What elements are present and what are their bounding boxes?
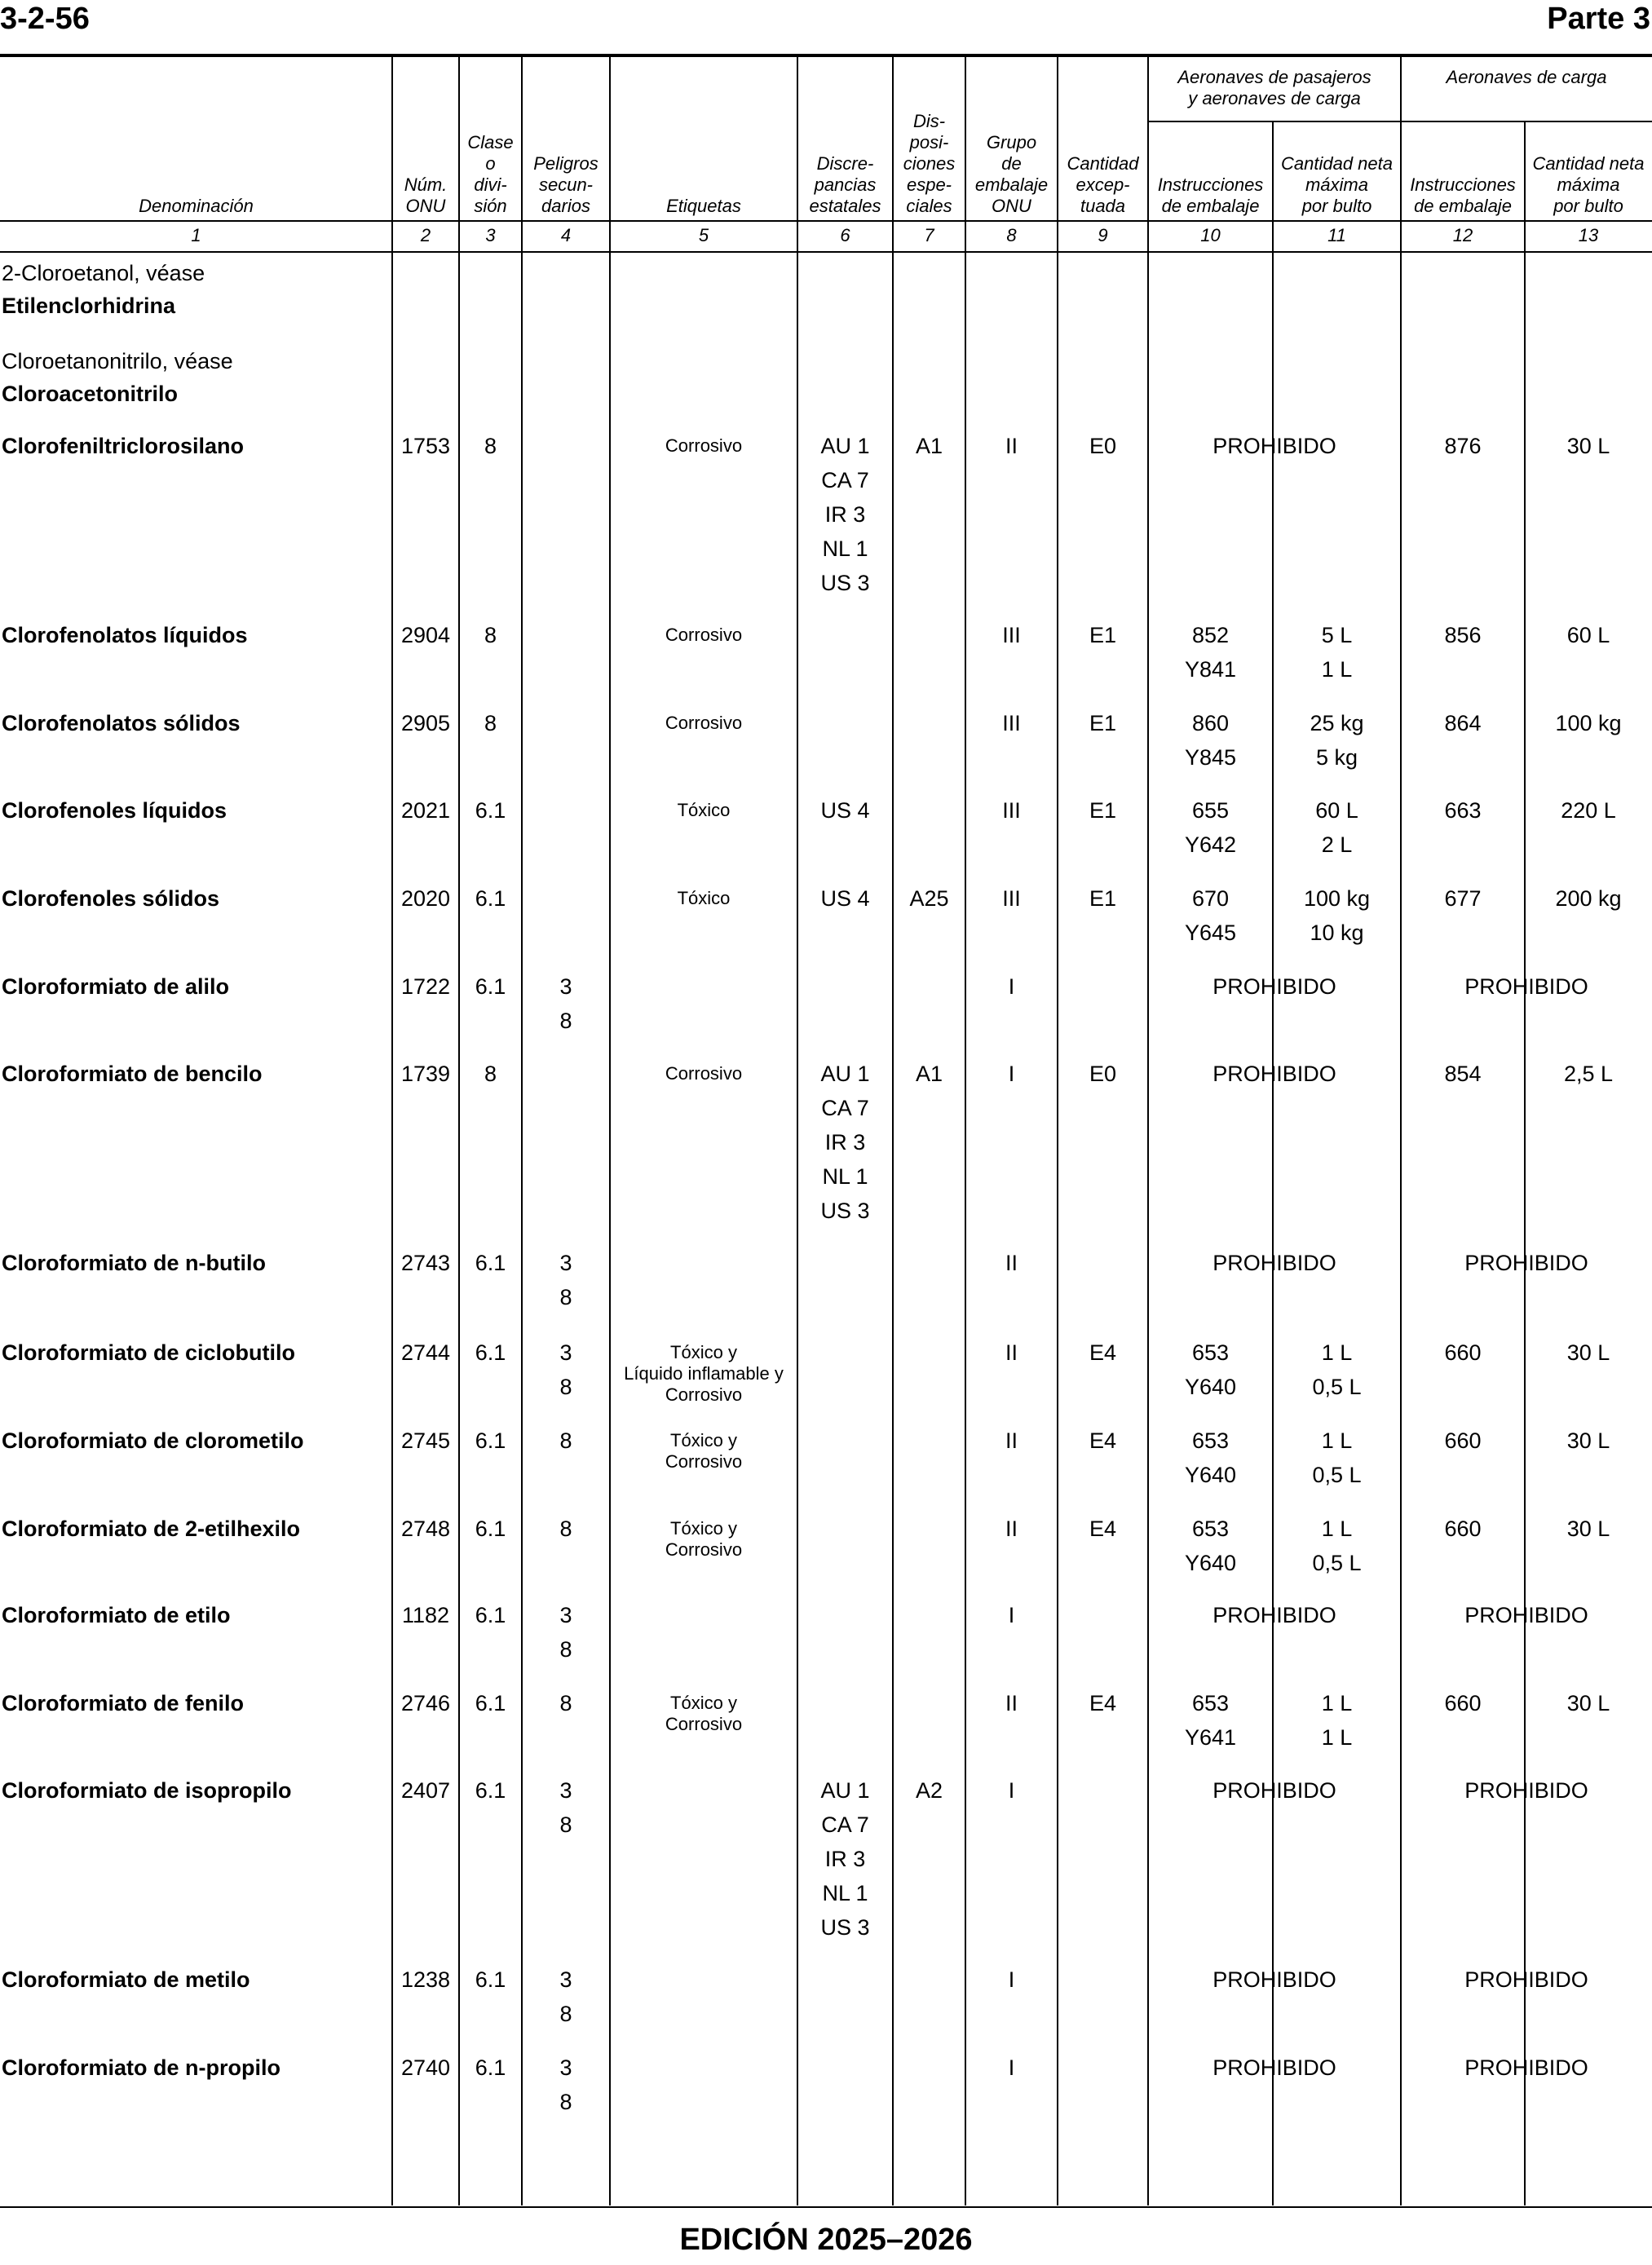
cao-max-net-qty: 30 L: [1566, 1517, 1610, 1541]
cao-packing-instruction: 876: [1444, 434, 1482, 458]
un-number: 1722: [400, 974, 451, 999]
pax-max-net-qty: 100 kg 10 kg: [1303, 886, 1371, 945]
class-division: 6.1: [475, 1691, 506, 1715]
dangerous-goods-table: [0, 57, 1652, 2205]
pax-prohibited: PROHIBIDO: [1212, 1062, 1336, 1086]
column-header-labels: Etiquetas: [666, 196, 741, 216]
class-division: 6.1: [475, 1778, 506, 1803]
pax-packing-instruction: 670 Y645: [1184, 886, 1237, 945]
class-division: 6.1: [475, 798, 506, 823]
cao-max-net-qty: 220 L: [1561, 798, 1616, 823]
substance-name: Cloroformiato de clorometilo: [2, 1428, 304, 1453]
pax-packing-instruction: 852 Y841: [1184, 623, 1237, 682]
hazard-label: Tóxico y Corrosivo: [665, 1430, 743, 1472]
group-header-cargo: Aeronaves de carga: [1446, 67, 1607, 87]
column-rule: [965, 57, 966, 2205]
pax-packing-instruction: 653 Y641: [1184, 1691, 1237, 1750]
special-provision: A1: [915, 1062, 943, 1086]
column-rule: [1147, 57, 1149, 2205]
column-header-state-variations: Discre- pancias estatales: [809, 153, 881, 216]
header-bottom-rule: [0, 220, 1652, 222]
un-number: 2740: [400, 2055, 451, 2080]
state-variation: AU 1 CA 7 IR 3 NL 1 US 3: [820, 434, 870, 595]
cao-packing-instruction: 663: [1444, 798, 1482, 823]
column-number: 11: [1327, 225, 1346, 245]
hazard-label: Tóxico y Corrosivo: [665, 1693, 743, 1734]
column-header-un-number: Núm. ONU: [404, 174, 448, 216]
substance-name: Cloroformiato de alilo: [2, 974, 230, 999]
cao-packing-instruction: 856: [1444, 623, 1482, 647]
substance-name: Cloroformiato de fenilo: [2, 1691, 244, 1715]
column-header-packing-group: Grupo de embalaje ONU: [974, 132, 1049, 216]
state-variation: US 4: [820, 798, 870, 823]
column-header-excepted-quantity: Cantidad excep- tuada: [1067, 153, 1139, 216]
cao-packing-instruction: 660: [1444, 1340, 1482, 1365]
substance-name: Clorofeniltriclorosilano: [2, 434, 245, 458]
subsidiary-hazard: 3 8: [559, 1603, 572, 1662]
cao-packing-instruction: 854: [1444, 1062, 1482, 1086]
substance-name: Cloroformiato de metilo: [2, 1967, 250, 1992]
subsidiary-hazard: 3 8: [559, 1967, 572, 2026]
state-variation: AU 1 CA 7 IR 3 NL 1 US 3: [820, 1778, 870, 1940]
un-number: 2021: [400, 798, 451, 823]
packing-group: I: [1008, 1967, 1015, 1992]
substance-name: Cloroformiato de 2-etilhexilo: [2, 1517, 301, 1541]
un-number: 2904: [400, 623, 451, 647]
column-number: 7: [924, 225, 934, 245]
page-footer: [0, 2206, 1652, 2265]
cao-prohibited: PROHIBIDO: [1464, 974, 1588, 999]
class-division: 6.1: [475, 1517, 506, 1541]
pax-packing-instruction: 653 Y640: [1184, 1340, 1237, 1399]
pax-prohibited: PROHIBIDO: [1212, 1251, 1336, 1275]
cao-packing-instruction: 660: [1444, 1428, 1482, 1453]
column-rule: [458, 57, 460, 2205]
column-header-cao-packing-instruction: Instrucciones de embalaje: [1410, 174, 1516, 216]
hazard-label: Corrosivo: [665, 713, 743, 733]
pax-packing-instruction: 653 Y640: [1184, 1428, 1237, 1487]
un-number: 2744: [400, 1340, 451, 1365]
substance-name: Clorofenoles sólidos: [2, 886, 220, 911]
class-division: 6.1: [475, 1603, 506, 1627]
packing-group: III: [1002, 886, 1021, 911]
substance-name: Clorofenolatos líquidos: [2, 623, 248, 647]
cao-max-net-qty: 30 L: [1566, 1340, 1610, 1365]
hazard-label: Corrosivo: [665, 1063, 743, 1084]
page-number: 3-2-56: [0, 2, 90, 36]
cao-prohibited: PROHIBIDO: [1464, 1778, 1588, 1803]
packing-group: II: [1005, 434, 1018, 458]
substance-name: Cloroformiato de bencilo: [2, 1062, 263, 1086]
page-header: [0, 0, 1652, 57]
excepted-quantity: E4: [1089, 1691, 1117, 1715]
packing-group: III: [1002, 711, 1021, 735]
pax-prohibited: PROHIBIDO: [1212, 1778, 1336, 1803]
cao-max-net-qty: 30 L: [1566, 1428, 1610, 1453]
column-number: 10: [1200, 225, 1221, 245]
cao-max-net-qty: 60 L: [1566, 623, 1610, 647]
packing-group: III: [1002, 798, 1021, 823]
cao-max-net-qty: 200 kg: [1555, 886, 1622, 911]
substance-name: Cloroformiato de n-propilo: [2, 2055, 280, 2080]
class-division: 6.1: [475, 1428, 506, 1453]
class-division: 8: [484, 1062, 497, 1086]
column-rule: [1057, 57, 1058, 2205]
packing-group: II: [1005, 1517, 1018, 1541]
pax-max-net-qty: 25 kg 5 kg: [1310, 711, 1364, 770]
hazard-label: Corrosivo: [665, 625, 743, 645]
subsidiary-hazard: 8: [559, 1517, 572, 1541]
column-header-pax-packing-instruction: Instrucciones de embalaje: [1157, 174, 1264, 216]
part-label: Parte 3: [1547, 2, 1650, 36]
pax-packing-instruction: 860 Y845: [1184, 711, 1237, 770]
column-number-rule: [0, 251, 1652, 253]
substance-name: Clorofenoles líquidos: [2, 798, 227, 823]
excepted-quantity: E4: [1089, 1428, 1117, 1453]
see-entry-target: Cloroacetonitrilo: [2, 382, 179, 406]
cao-max-net-qty: 30 L: [1566, 434, 1610, 458]
class-division: 6.1: [475, 1251, 506, 1275]
cao-packing-instruction: 864: [1444, 711, 1482, 735]
packing-group: I: [1008, 1778, 1015, 1803]
special-provision: A1: [915, 434, 943, 458]
un-number: 1182: [401, 1603, 450, 1627]
group-header-rule: [1148, 121, 1652, 122]
column-number: 3: [485, 225, 496, 245]
hazard-label: Tóxico: [677, 800, 731, 820]
column-number: 12: [1452, 225, 1473, 245]
hazard-label: Tóxico: [677, 888, 731, 908]
pax-max-net-qty: 1 L 0,5 L: [1312, 1517, 1362, 1575]
special-provision: A2: [915, 1778, 943, 1803]
column-rule: [609, 57, 611, 2205]
packing-group: II: [1005, 1340, 1018, 1365]
cao-prohibited: PROHIBIDO: [1464, 2055, 1588, 2080]
pax-max-net-qty: 60 L 2 L: [1315, 798, 1358, 857]
cao-prohibited: PROHIBIDO: [1464, 1603, 1588, 1627]
pax-max-net-qty: 5 L 1 L: [1321, 623, 1353, 682]
un-number: 1753: [400, 434, 451, 458]
class-division: 6.1: [475, 1340, 506, 1365]
special-provision: A25: [909, 886, 949, 911]
packing-group: I: [1008, 1603, 1015, 1627]
excepted-quantity: E1: [1089, 798, 1117, 823]
subsidiary-hazard: 3 8: [559, 2055, 572, 2114]
un-number: 1238: [400, 1967, 451, 1992]
state-variation: AU 1 CA 7 IR 3 NL 1 US 3: [820, 1062, 870, 1223]
column-header-special-provisions: Dis- posi- ciones espe- ciales: [903, 111, 956, 216]
packing-group: I: [1008, 2055, 1015, 2080]
subsidiary-hazard: 3 8: [559, 1340, 572, 1399]
class-division: 6.1: [475, 2055, 506, 2080]
pax-packing-instruction: 655 Y642: [1184, 798, 1237, 857]
un-number: 2905: [400, 711, 451, 735]
substance-name: Cloroformiato de etilo: [2, 1603, 231, 1627]
see-entry-target: Etilenclorhidrina: [2, 294, 176, 318]
excepted-quantity: E0: [1089, 1062, 1117, 1086]
column-number: 1: [191, 225, 201, 245]
packing-group: II: [1005, 1251, 1018, 1275]
pax-prohibited: PROHIBIDO: [1212, 974, 1336, 999]
state-variation: US 4: [820, 886, 870, 911]
excepted-quantity: E4: [1089, 1517, 1117, 1541]
group-header-passenger: Aeronaves de pasajeros y aeronaves de carga: [1177, 67, 1372, 108]
column-header-denomination: Denominación: [139, 196, 254, 216]
see-entry-prefix: 2-Cloroetanol, véase: [2, 261, 205, 285]
cao-packing-instruction: 677: [1444, 886, 1482, 911]
un-number: 2746: [400, 1691, 451, 1715]
pax-prohibited: PROHIBIDO: [1212, 1967, 1336, 1992]
class-division: 6.1: [475, 1967, 506, 1992]
column-number: 8: [1006, 225, 1017, 245]
substance-name: Clorofenolatos sólidos: [2, 711, 241, 735]
un-number: 2020: [400, 886, 451, 911]
substance-name: Cloroformiato de n-butilo: [2, 1251, 266, 1275]
subsidiary-hazard: 3 8: [559, 1251, 572, 1309]
subsidiary-hazard: 8: [559, 1428, 572, 1453]
column-number: 4: [560, 225, 572, 245]
pax-prohibited: PROHIBIDO: [1212, 434, 1336, 458]
un-number: 2745: [400, 1428, 451, 1453]
column-rule: [1400, 57, 1402, 2205]
column-rule: [391, 57, 393, 2205]
class-division: 6.1: [475, 886, 506, 911]
excepted-quantity: E1: [1089, 711, 1117, 735]
substance-name: Cloroformiato de ciclobutilo: [2, 1340, 296, 1365]
cao-packing-instruction: 660: [1444, 1691, 1482, 1715]
cao-max-net-qty: 30 L: [1566, 1691, 1610, 1715]
excepted-quantity: E1: [1089, 623, 1117, 647]
column-header-pax-max-net-qty: Cantidad neta máxima por bulto: [1281, 153, 1393, 216]
hazard-label: Tóxico y Corrosivo: [665, 1518, 743, 1560]
column-number: 5: [698, 225, 709, 245]
pax-max-net-qty: 1 L 0,5 L: [1312, 1428, 1362, 1487]
cao-prohibited: PROHIBIDO: [1464, 1251, 1588, 1275]
pax-prohibited: PROHIBIDO: [1212, 1603, 1336, 1627]
class-division: 8: [484, 711, 497, 735]
cao-packing-instruction: 660: [1444, 1517, 1482, 1541]
hazard-label: Corrosivo: [665, 435, 743, 456]
pax-packing-instruction: 653 Y640: [1184, 1517, 1237, 1575]
column-number: 2: [420, 225, 431, 245]
cao-prohibited: PROHIBIDO: [1464, 1967, 1588, 1992]
edition-label: EDICIÓN 2025–2026: [679, 2223, 973, 2257]
substance-name: Cloroformiato de isopropilo: [2, 1778, 292, 1803]
column-rule: [521, 57, 523, 2205]
cao-max-net-qty: 100 kg: [1555, 711, 1622, 735]
subsidiary-hazard: 3 8: [559, 974, 572, 1033]
packing-group: III: [1002, 623, 1021, 647]
hazard-label: Tóxico y Líquido inflamable y Corrosivo: [624, 1342, 784, 1405]
un-number: 2743: [400, 1251, 451, 1275]
column-number: 13: [1578, 225, 1599, 245]
column-number: 9: [1098, 225, 1108, 245]
pax-max-net-qty: 1 L 0,5 L: [1312, 1340, 1362, 1399]
subsidiary-hazard: 3 8: [559, 1778, 572, 1837]
excepted-quantity: E4: [1089, 1340, 1117, 1365]
packing-group: I: [1008, 974, 1015, 999]
column-number: 6: [840, 225, 850, 245]
subsidiary-hazard: 8: [559, 1691, 572, 1715]
pax-max-net-qty: 1 L 1 L: [1321, 1691, 1353, 1750]
pax-prohibited: PROHIBIDO: [1212, 2055, 1336, 2080]
excepted-quantity: E0: [1089, 434, 1117, 458]
class-division: 8: [484, 623, 497, 647]
class-division: 8: [484, 434, 497, 458]
column-header-class: Clase o divi- sión: [467, 132, 514, 216]
column-header-cao-max-net-qty: Cantidad neta máxima por bulto: [1532, 153, 1645, 216]
un-number: 2407: [400, 1778, 451, 1803]
excepted-quantity: E1: [1089, 886, 1117, 911]
cao-max-net-qty: 2,5 L: [1563, 1062, 1614, 1086]
see-entry-prefix: Cloroetanonitrilo, véase: [2, 349, 233, 373]
un-number: 2748: [400, 1517, 451, 1541]
packing-group: I: [1008, 1062, 1015, 1086]
class-division: 6.1: [475, 974, 506, 999]
packing-group: II: [1005, 1428, 1018, 1453]
column-header-subsidiary-hazards: Peligros secun- darios: [533, 153, 599, 216]
un-number: 1739: [400, 1062, 451, 1086]
packing-group: II: [1005, 1691, 1018, 1715]
